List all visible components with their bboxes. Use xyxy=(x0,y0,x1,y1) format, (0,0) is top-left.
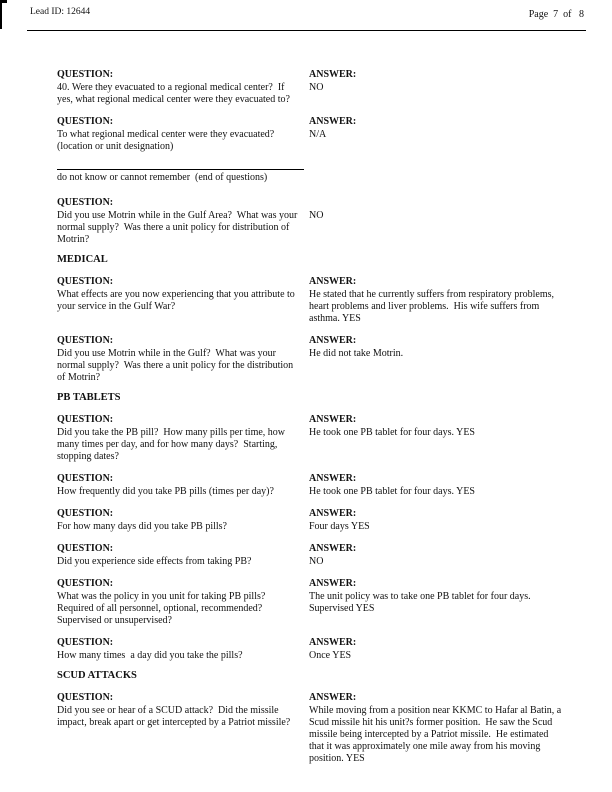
question-text: For how many days did you take PB pills? xyxy=(57,521,227,532)
answer-label: ANSWER: xyxy=(309,473,357,484)
qa-block xyxy=(57,538,585,568)
question-text: Did you see or hear of a SCUD attack? Did the missile impact, break apart or get intercepted by a Patriot missile? xyxy=(57,705,291,728)
question-text: Did you experience side effects from taking PB? xyxy=(57,556,252,567)
answer-label: ANSWER: xyxy=(309,69,357,80)
qa-block xyxy=(57,687,585,765)
qa-block xyxy=(57,271,585,325)
answer-text: NO xyxy=(309,82,324,93)
answer-label: ANSWER: xyxy=(309,116,357,127)
question-text: What was the policy in you unit for taking PB pills? Required of all personnel, optional, recommended? Supervised or unsupervised? xyxy=(57,591,271,626)
scan-artifact-edge xyxy=(0,3,2,29)
note-block xyxy=(57,169,585,184)
qa-text-row xyxy=(57,129,585,153)
answer-label: ANSWER: xyxy=(309,543,357,554)
note-rule xyxy=(57,169,304,170)
qa-block xyxy=(57,330,585,384)
page-number: Page 7 of 8 xyxy=(528,9,584,20)
question-label: QUESTION: xyxy=(57,543,114,554)
question-label: QUESTION: xyxy=(57,692,114,703)
question-text: 40. Were they evacuated to a regional medical center? If yes, what regional medical center were they evacuated to? xyxy=(57,82,290,105)
qa-label-row xyxy=(57,111,585,129)
answer-label: ANSWER: xyxy=(309,276,357,287)
section-heading-pb-tablets: PB TABLETS xyxy=(57,392,121,403)
answer-label: ANSWER: xyxy=(309,637,357,648)
qa-block xyxy=(57,111,585,153)
qa-label-row xyxy=(57,409,585,427)
question-text: Did you take the PB pill? How many pills per time, how many times per day, and for how many days? Starting, stopping dates? xyxy=(57,427,288,462)
question-text: Did you use Motrin while in the Gulf Area? What was your normal supply? Was there a unit policy for distribution of Motrin? xyxy=(57,210,300,245)
question-text: How many times a day did you take the pills? xyxy=(57,650,243,661)
qa-text-row xyxy=(57,427,585,463)
question-label: QUESTION: xyxy=(57,578,114,589)
note-text: do not know or cannot remember (end of questions) xyxy=(57,172,268,183)
question-label: QUESTION: xyxy=(57,637,114,648)
qa-label-row xyxy=(57,632,585,650)
answer-text: The unit policy was to take one PB tablet for four days. Supervised YES xyxy=(309,591,536,614)
qa-block xyxy=(57,192,585,246)
question-text: To what regional medical center were they evacuated? (location or unit designation) xyxy=(57,129,280,152)
qa-text-row xyxy=(57,705,585,765)
qa-block xyxy=(57,503,585,533)
answer-text: He took one PB tablet for four days. YES xyxy=(309,486,475,497)
scan-artifact-corner xyxy=(0,0,7,3)
section-heading-scud-attacks: SCUD ATTACKS xyxy=(57,670,137,681)
answer-label: ANSWER: xyxy=(309,578,357,589)
qa-block xyxy=(57,573,585,627)
question-label: QUESTION: xyxy=(57,508,114,519)
qa-text-row xyxy=(57,82,585,106)
question-label: QUESTION: xyxy=(57,473,114,484)
header-rule xyxy=(27,30,586,31)
answer-text: NO xyxy=(309,556,324,567)
qa-text-row xyxy=(57,210,585,246)
question-label: QUESTION: xyxy=(57,197,114,208)
question-label: QUESTION: xyxy=(57,116,114,127)
qa-label-row xyxy=(57,538,585,556)
qa-label-row xyxy=(57,503,585,521)
answer-text: While moving from a position near KKMC to Hafar al Batin, a Scud missile hit his unit?s former position. He saw the Scud missile being intercepted by a Patriot missile. He estimated that it was approximately one mile away from his moving position. YES xyxy=(309,705,564,764)
answer-text: Four days YES xyxy=(309,521,370,532)
answer-label: ANSWER: xyxy=(309,508,357,519)
qa-label-row xyxy=(57,64,585,82)
section-heading-medical: MEDICAL xyxy=(57,254,108,265)
answer-text: NO xyxy=(309,210,324,221)
answer-text: He stated that he currently suffers from respiratory problems, heart problems and liver problems. His wife suffers from asthma. YES xyxy=(309,289,557,324)
qa-text-row xyxy=(57,650,585,662)
qa-label-row xyxy=(57,192,585,210)
qa-label-row xyxy=(57,468,585,486)
answer-label: ANSWER: xyxy=(309,335,357,346)
qa-text-row xyxy=(57,521,585,533)
answer-text: He took one PB tablet for four days. YES xyxy=(309,427,475,438)
qa-block xyxy=(57,632,585,662)
answer-text: Once YES xyxy=(309,650,352,661)
question-text: How frequently did you take PB pills (times per day)? xyxy=(57,486,274,497)
qa-text-row xyxy=(57,556,585,568)
lead-id: Lead ID: 12644 xyxy=(30,7,91,17)
qa-block xyxy=(57,64,585,106)
answer-label: ANSWER: xyxy=(309,414,357,425)
question-label: QUESTION: xyxy=(57,414,114,425)
question-label: QUESTION: xyxy=(57,276,114,287)
qa-text-row xyxy=(57,486,585,498)
question-label: QUESTION: xyxy=(57,335,114,346)
qa-block xyxy=(57,468,585,498)
qa-label-row xyxy=(57,687,585,705)
qa-text-row xyxy=(57,591,585,627)
answer-label: ANSWER: xyxy=(309,692,357,703)
qa-text-row xyxy=(57,289,585,325)
answer-text: He did not take Motrin. xyxy=(309,348,404,359)
question-text: Did you use Motrin while in the Gulf? What was your normal supply? Was there a unit policy for the distribution of Motrin? xyxy=(57,348,296,383)
qa-label-row xyxy=(57,271,585,289)
qa-block xyxy=(57,409,585,463)
question-label: QUESTION: xyxy=(57,69,114,80)
qa-content xyxy=(57,64,585,765)
qa-text-row xyxy=(57,348,585,384)
answer-text: N/A xyxy=(309,129,327,140)
question-text: What effects are you now experiencing that you attribute to your service in the Gulf War? xyxy=(57,289,298,312)
qa-label-row xyxy=(57,330,585,348)
qa-label-row xyxy=(57,573,585,591)
